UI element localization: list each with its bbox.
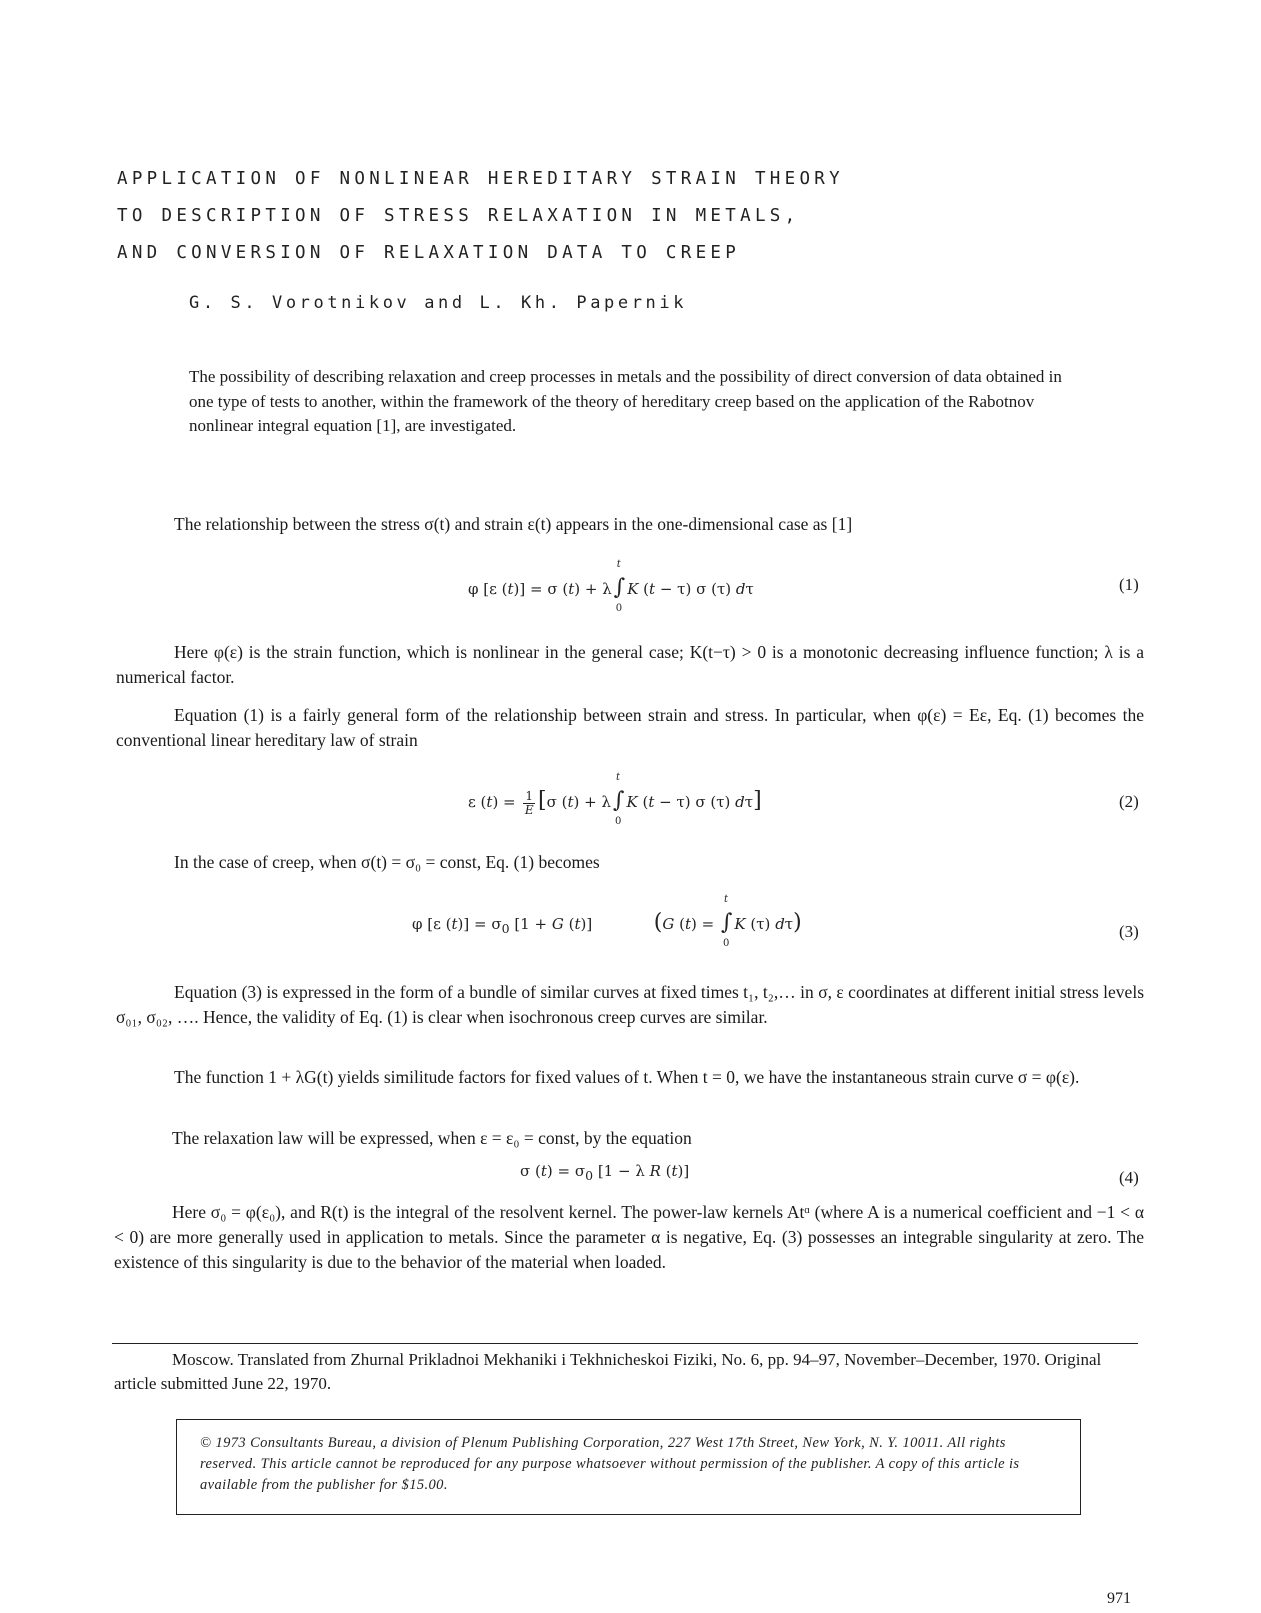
equation-2-number: (2): [1119, 792, 1139, 811]
copyright-notice: © 1973 Consultants Bureau, a division of Plenum Publishing Corporation, 227 West 17th Street, New York, N. Y. 10011. All rights reserved. This article cannot be reproduced for any purpose whatsoever without permission of the publisher. A copy of this article is available from the publisher for $15.00.: [200, 1435, 1020, 1493]
paragraph-7: The relaxation law will be expressed, when ε = ε₀ = const, by the equation: [172, 1128, 692, 1148]
title-line-3: AND CONVERSION OF RELAXATION DATA TO CREEP: [117, 243, 741, 263]
equation-3: φ [ε $(t)] = \sigma_0$ [1 + G (t)] (G (t) = ∫ t 0 K (τ) dτ): [412, 894, 802, 949]
page-number: 971: [1107, 1590, 1131, 1607]
title-line-1: APPLICATION OF NONLINEAR HEREDITARY STRAIN THEORY: [117, 169, 844, 189]
equation-1: φ [ε (t)] = σ (t) + λ∫ t 0 K (t − τ) σ (τ) dτ: [468, 559, 754, 614]
title-line-2: TO DESCRIPTION OF STRESS RELAXATION IN METALS,: [117, 206, 800, 226]
authors: G. S. Vorotnikov and L. Kh. Papernik: [189, 293, 688, 313]
abstract: The possibility of describing relaxation and creep processes in metals and the possibility of direct conversion of data obtained in one type of tests to another, within the framework of the theory of hereditary creep based on the application of the Rabotnov nonlinear integral equation [1], are investigated.: [189, 367, 1062, 435]
paragraph-1: The relationship between the stress σ(t) and strain ε(t) appears in the one-dimensional case as [1]: [174, 514, 853, 534]
paragraph-6: The function 1 + λG(t) yields similitude factors for fixed values of t. When t = 0, we have the instantaneous strain curve σ = φ(ε).: [174, 1067, 1080, 1087]
paragraph-3: Equation (1) is a fairly general form of the relationship between strain and stress. In particular, when φ(ε) = Eε, Eq. (1) becomes the conventional linear hereditary law of strain: [116, 705, 1144, 750]
equation-1-number: (1): [1119, 575, 1139, 594]
paragraph-4: In the case of creep, when σ(t) = σ₀ = const, Eq. (1) becomes: [174, 852, 600, 872]
equation-3-number: (3): [1119, 922, 1139, 941]
paragraph-8: Here σ₀ = φ(ε₀), and R(t) is the integral of the resolvent kernel. The power-law kernels Atᵅ (where A is a numerical coefficient and −1 < α < 0) are more generally used in application to metals. Since the parameter α is negative, Eq. (3) possesses an integrable singularity at zero. The existence of this singularity is due to the behavior of the material when loaded.: [114, 1202, 1144, 1272]
paragraph-5: Equation (3) is expressed in the form of a bundle of similar curves at fixed times t₁, t₂,… in σ, ε coordinates at different initial stress levels σ₀₁, σ₀₂, …. Hence, the validity of Eq. (1) is clear when isochronous creep curves are similar.: [116, 982, 1144, 1027]
paragraph-2: Here φ(ε) is the strain function, which is nonlinear in the general case; K(t−τ) > 0 is a monotonic decreasing influence function; λ is a numerical factor.: [116, 642, 1144, 687]
footnote-rule: [112, 1343, 1138, 1344]
equation-4: σ $(t) = \sigma_0$ [1 − λ R (t)]: [520, 1162, 690, 1183]
equation-2: ε (t) = $\frac{1}{E}$ [σ (t) + λ∫ t 0 K (t − τ) σ (τ) dτ]: [468, 772, 762, 827]
footnote: Moscow. Translated from Zhurnal Prikladnoi Mekhaniki i Tekhnicheskoi Fiziki, No. 6, pp. 94–97, November–December, 1970. Original article submitted June 22, 1970.: [114, 1350, 1102, 1393]
equation-4-number: (4): [1119, 1168, 1139, 1187]
